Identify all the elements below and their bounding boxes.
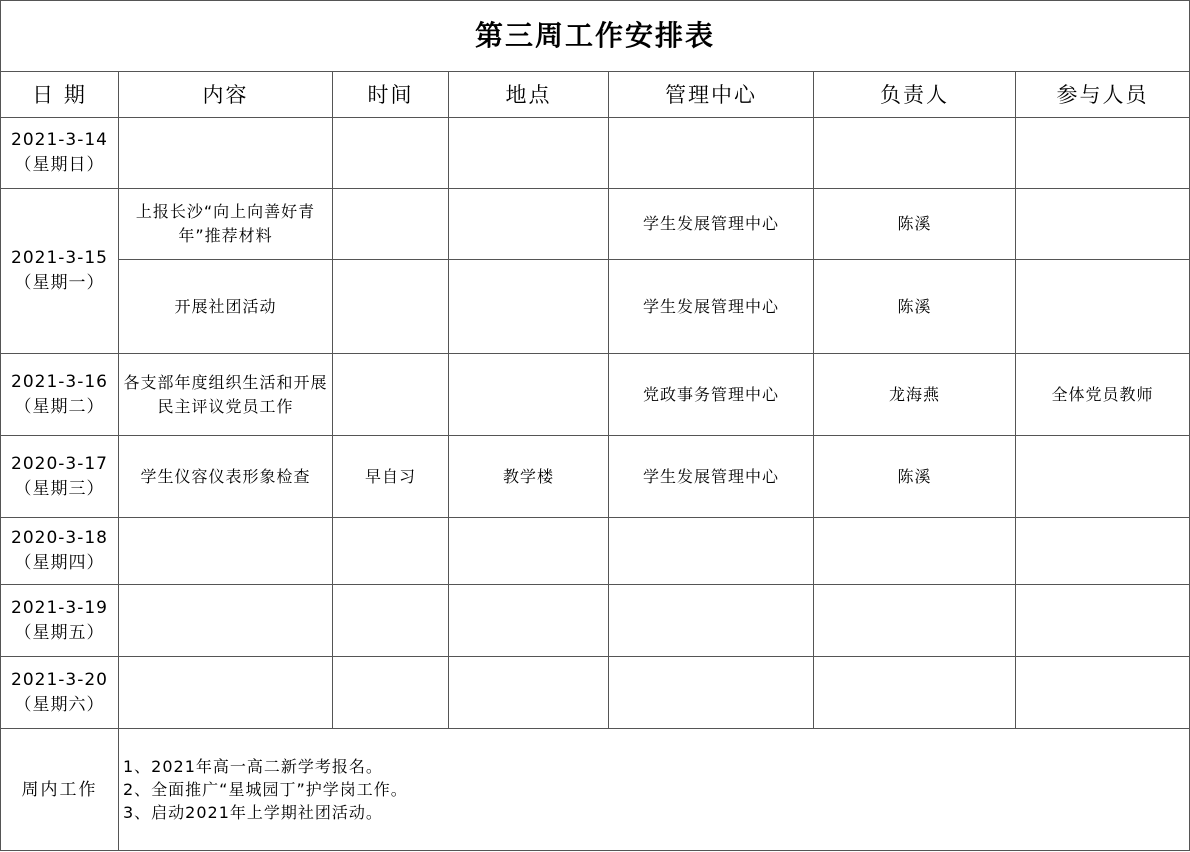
- page-title: 第三周工作安排表: [1, 1, 1190, 72]
- table-row: [1, 436, 1190, 518]
- date-cell: [1, 657, 119, 729]
- leader-cell: 陈溪: [814, 189, 1016, 260]
- center-cell: [609, 518, 814, 585]
- weekday-text: （星期日）: [14, 155, 105, 175]
- header-center: 管理中心: [609, 72, 814, 118]
- place-cell: [449, 354, 609, 436]
- weekly-work-row: [1, 729, 1190, 851]
- weekday-text: （星期五）: [14, 622, 105, 643]
- content-cell: [119, 518, 333, 585]
- content-cell: 学生仪容仪表形象检查: [119, 436, 333, 518]
- table-row: [1, 189, 1190, 260]
- time-cell: [333, 585, 449, 657]
- leader-cell: [814, 518, 1016, 585]
- time-cell: [333, 518, 449, 585]
- center-cell: [609, 585, 814, 657]
- table-row: [1, 354, 1190, 436]
- date-text: 2020-3-18: [11, 528, 108, 548]
- date-text: 2021-3-15: [11, 248, 108, 268]
- weekday-text: （星期三）: [14, 478, 105, 499]
- center-cell: 学生发展管理中心: [609, 260, 814, 354]
- content-cell: 各支部年度组织生活和开展民主评议党员工作: [119, 354, 333, 436]
- date-text: 2020-3-17: [11, 453, 108, 474]
- table-row: [1, 585, 1190, 657]
- place-cell: [449, 657, 609, 729]
- leader-cell: [814, 585, 1016, 657]
- date-text: 2021-3-14: [11, 130, 108, 150]
- time-cell: [333, 354, 449, 436]
- weekday-text: （星期一）: [14, 273, 105, 293]
- place-cell: [449, 585, 609, 657]
- time-cell: 早自习: [333, 436, 449, 518]
- header-place: 地点: [449, 72, 609, 118]
- date-cell: [1, 354, 119, 436]
- weekday-text: （星期六）: [14, 694, 105, 715]
- header-content: 内容: [119, 72, 333, 118]
- date-cell: [1, 436, 119, 518]
- date-cell: [1, 585, 119, 657]
- table-row: [1, 518, 1190, 585]
- date-cell: [1, 189, 119, 354]
- date-text: 2021-3-19: [11, 597, 108, 618]
- leader-cell: 陈溪: [814, 436, 1016, 518]
- time-cell: [333, 657, 449, 729]
- content-cell: [119, 585, 333, 657]
- weekly-work-notes: [119, 729, 1190, 851]
- participants-cell: 全体党员教师: [1016, 354, 1190, 436]
- participants-cell: [1016, 585, 1190, 657]
- content-cell: [119, 657, 333, 729]
- date-text: 2021-3-16: [11, 371, 108, 392]
- center-cell: 学生发展管理中心: [609, 436, 814, 518]
- table-row: [1, 118, 1190, 189]
- place-cell: 教学楼: [449, 436, 609, 518]
- time-cell: [333, 189, 449, 260]
- participants-cell: [1016, 118, 1190, 189]
- weekly-work-label: 周内工作: [1, 729, 119, 851]
- table-row: [1, 260, 1190, 354]
- weekly-work-item: 3、启动2021年上学期社团活动。: [123, 803, 383, 822]
- content-cell: 开展社团活动: [119, 260, 333, 354]
- place-cell: [449, 260, 609, 354]
- header-time: 时间: [333, 72, 449, 118]
- participants-cell: [1016, 518, 1190, 585]
- center-cell: [609, 657, 814, 729]
- date-cell: [1, 518, 119, 585]
- date-cell: [1, 118, 119, 189]
- content-cell: [119, 118, 333, 189]
- participants-cell: [1016, 189, 1190, 260]
- leader-cell: 陈溪: [814, 260, 1016, 354]
- content-cell: 上报长沙“向上向善好青年”推荐材料: [119, 189, 333, 260]
- weekly-work-item: 2、全面推广“星城园丁”护学岗工作。: [123, 780, 408, 799]
- header-date: 日 期: [1, 72, 119, 118]
- center-cell: 党政事务管理中心: [609, 354, 814, 436]
- place-cell: [449, 118, 609, 189]
- time-cell: [333, 260, 449, 354]
- weekday-text: （星期二）: [14, 396, 105, 417]
- participants-cell: [1016, 436, 1190, 518]
- leader-cell: [814, 657, 1016, 729]
- date-text: 2021-3-20: [11, 669, 108, 690]
- participants-cell: [1016, 260, 1190, 354]
- weekly-work-item: 1、2021年高一高二新学考报名。: [123, 757, 383, 776]
- place-cell: [449, 189, 609, 260]
- leader-cell: [814, 118, 1016, 189]
- weekday-text: （星期四）: [14, 553, 105, 573]
- participants-cell: [1016, 657, 1190, 729]
- place-cell: [449, 518, 609, 585]
- center-cell: 学生发展管理中心: [609, 189, 814, 260]
- center-cell: [609, 118, 814, 189]
- table-row: [1, 657, 1190, 729]
- header-participants: 参与人员: [1016, 72, 1190, 118]
- time-cell: [333, 118, 449, 189]
- leader-cell: 龙海燕: [814, 354, 1016, 436]
- header-leader: 负责人: [814, 72, 1016, 118]
